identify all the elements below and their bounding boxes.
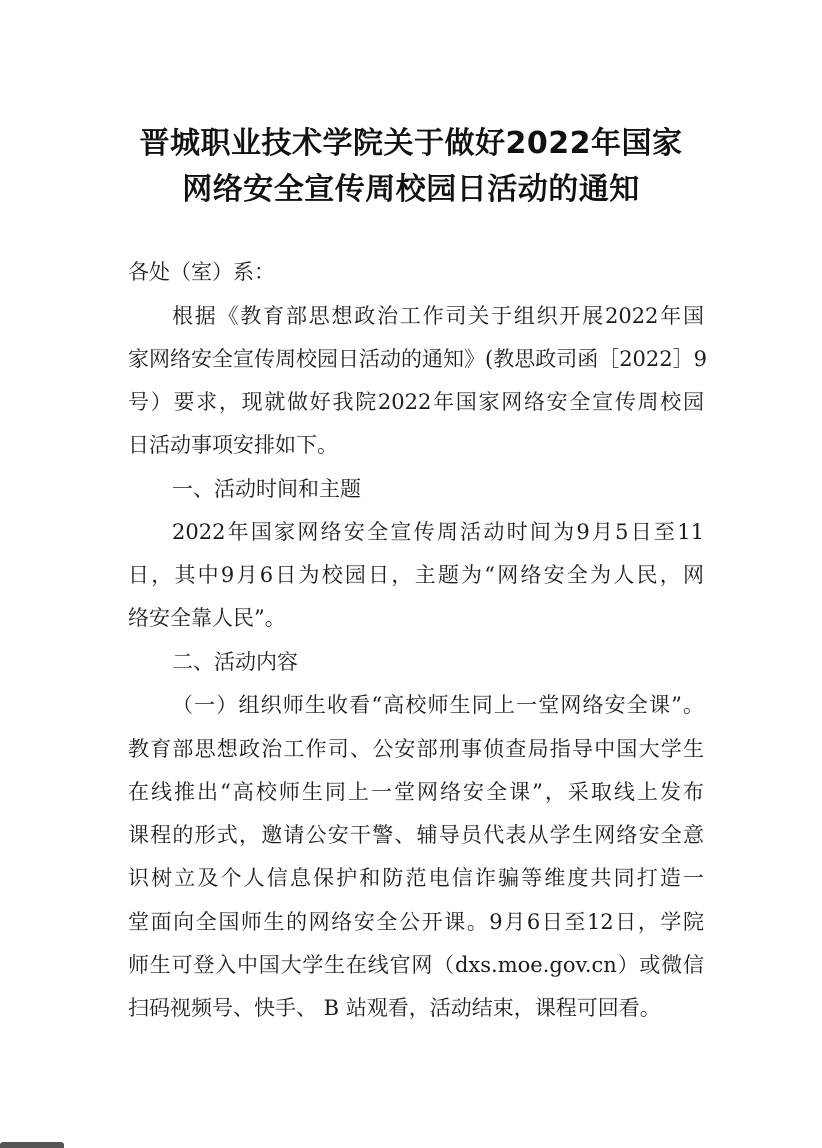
paragraph-line: 扫码视频号、快手、 B 站观看，活动结束，课程可回看。 — [128, 996, 661, 1020]
paragraph-line: 日，其中9月6日为校园日，主题为“网络安全为人民，网 — [128, 563, 704, 587]
paragraph-line: （一）组织师生收看“高校师生同上一堂网络安全课”。 — [172, 693, 704, 717]
paragraph-line: 家网络安全宣传周校园日活动的通知》(教思政司函［2022］9 — [128, 347, 707, 371]
paragraph-line: 络安全靠人民”。 — [128, 606, 286, 630]
paragraph-line: 2022年国家网络安全宣传周活动时间为9月5日至11 — [172, 520, 704, 544]
document-title-line-2: 网络安全宣传周校园日活动的通知 — [182, 172, 640, 207]
paragraph-line: 识树立及个人信息保护和防范电信诈骗等维度共同打造一 — [128, 866, 704, 890]
paragraph-line: 课程的形式，邀请公安干警、辅导员代表从学生网络安全意 — [128, 823, 704, 847]
section-heading-2: 二、活动内容 — [172, 650, 298, 674]
paragraph-line: 日活动事项安排如下。 — [128, 433, 338, 457]
paragraph-line: 师生可登入中国大学生在线官网（dxs.moe.gov.cn）或微信 — [128, 953, 704, 977]
horizontal-scrollbar-thumb[interactable] — [0, 1142, 64, 1148]
salutation: 各处（室）系： — [128, 260, 275, 284]
document-title-line-1: 晋城职业技术学院关于做好2022年国家 — [139, 126, 683, 161]
section-heading-1: 一、活动时间和主题 — [172, 477, 361, 501]
paragraph-line: 堂面向全国师生的网络安全公开课。9月6日至12日，学院 — [128, 910, 704, 934]
paragraph-line: 号）要求，现就做好我院2022年国家网络安全宣传周校园 — [128, 390, 704, 414]
paragraph-line: 教育部思想政治工作司、公安部刑事侦查局指导中国大学生 — [128, 737, 704, 761]
paragraph-line: 在线推出“高校师生同上一堂网络安全课”，采取线上发布 — [128, 780, 704, 804]
paragraph-line: 根据《教育部思想政治工作司关于组织开展2022年国 — [172, 304, 704, 328]
